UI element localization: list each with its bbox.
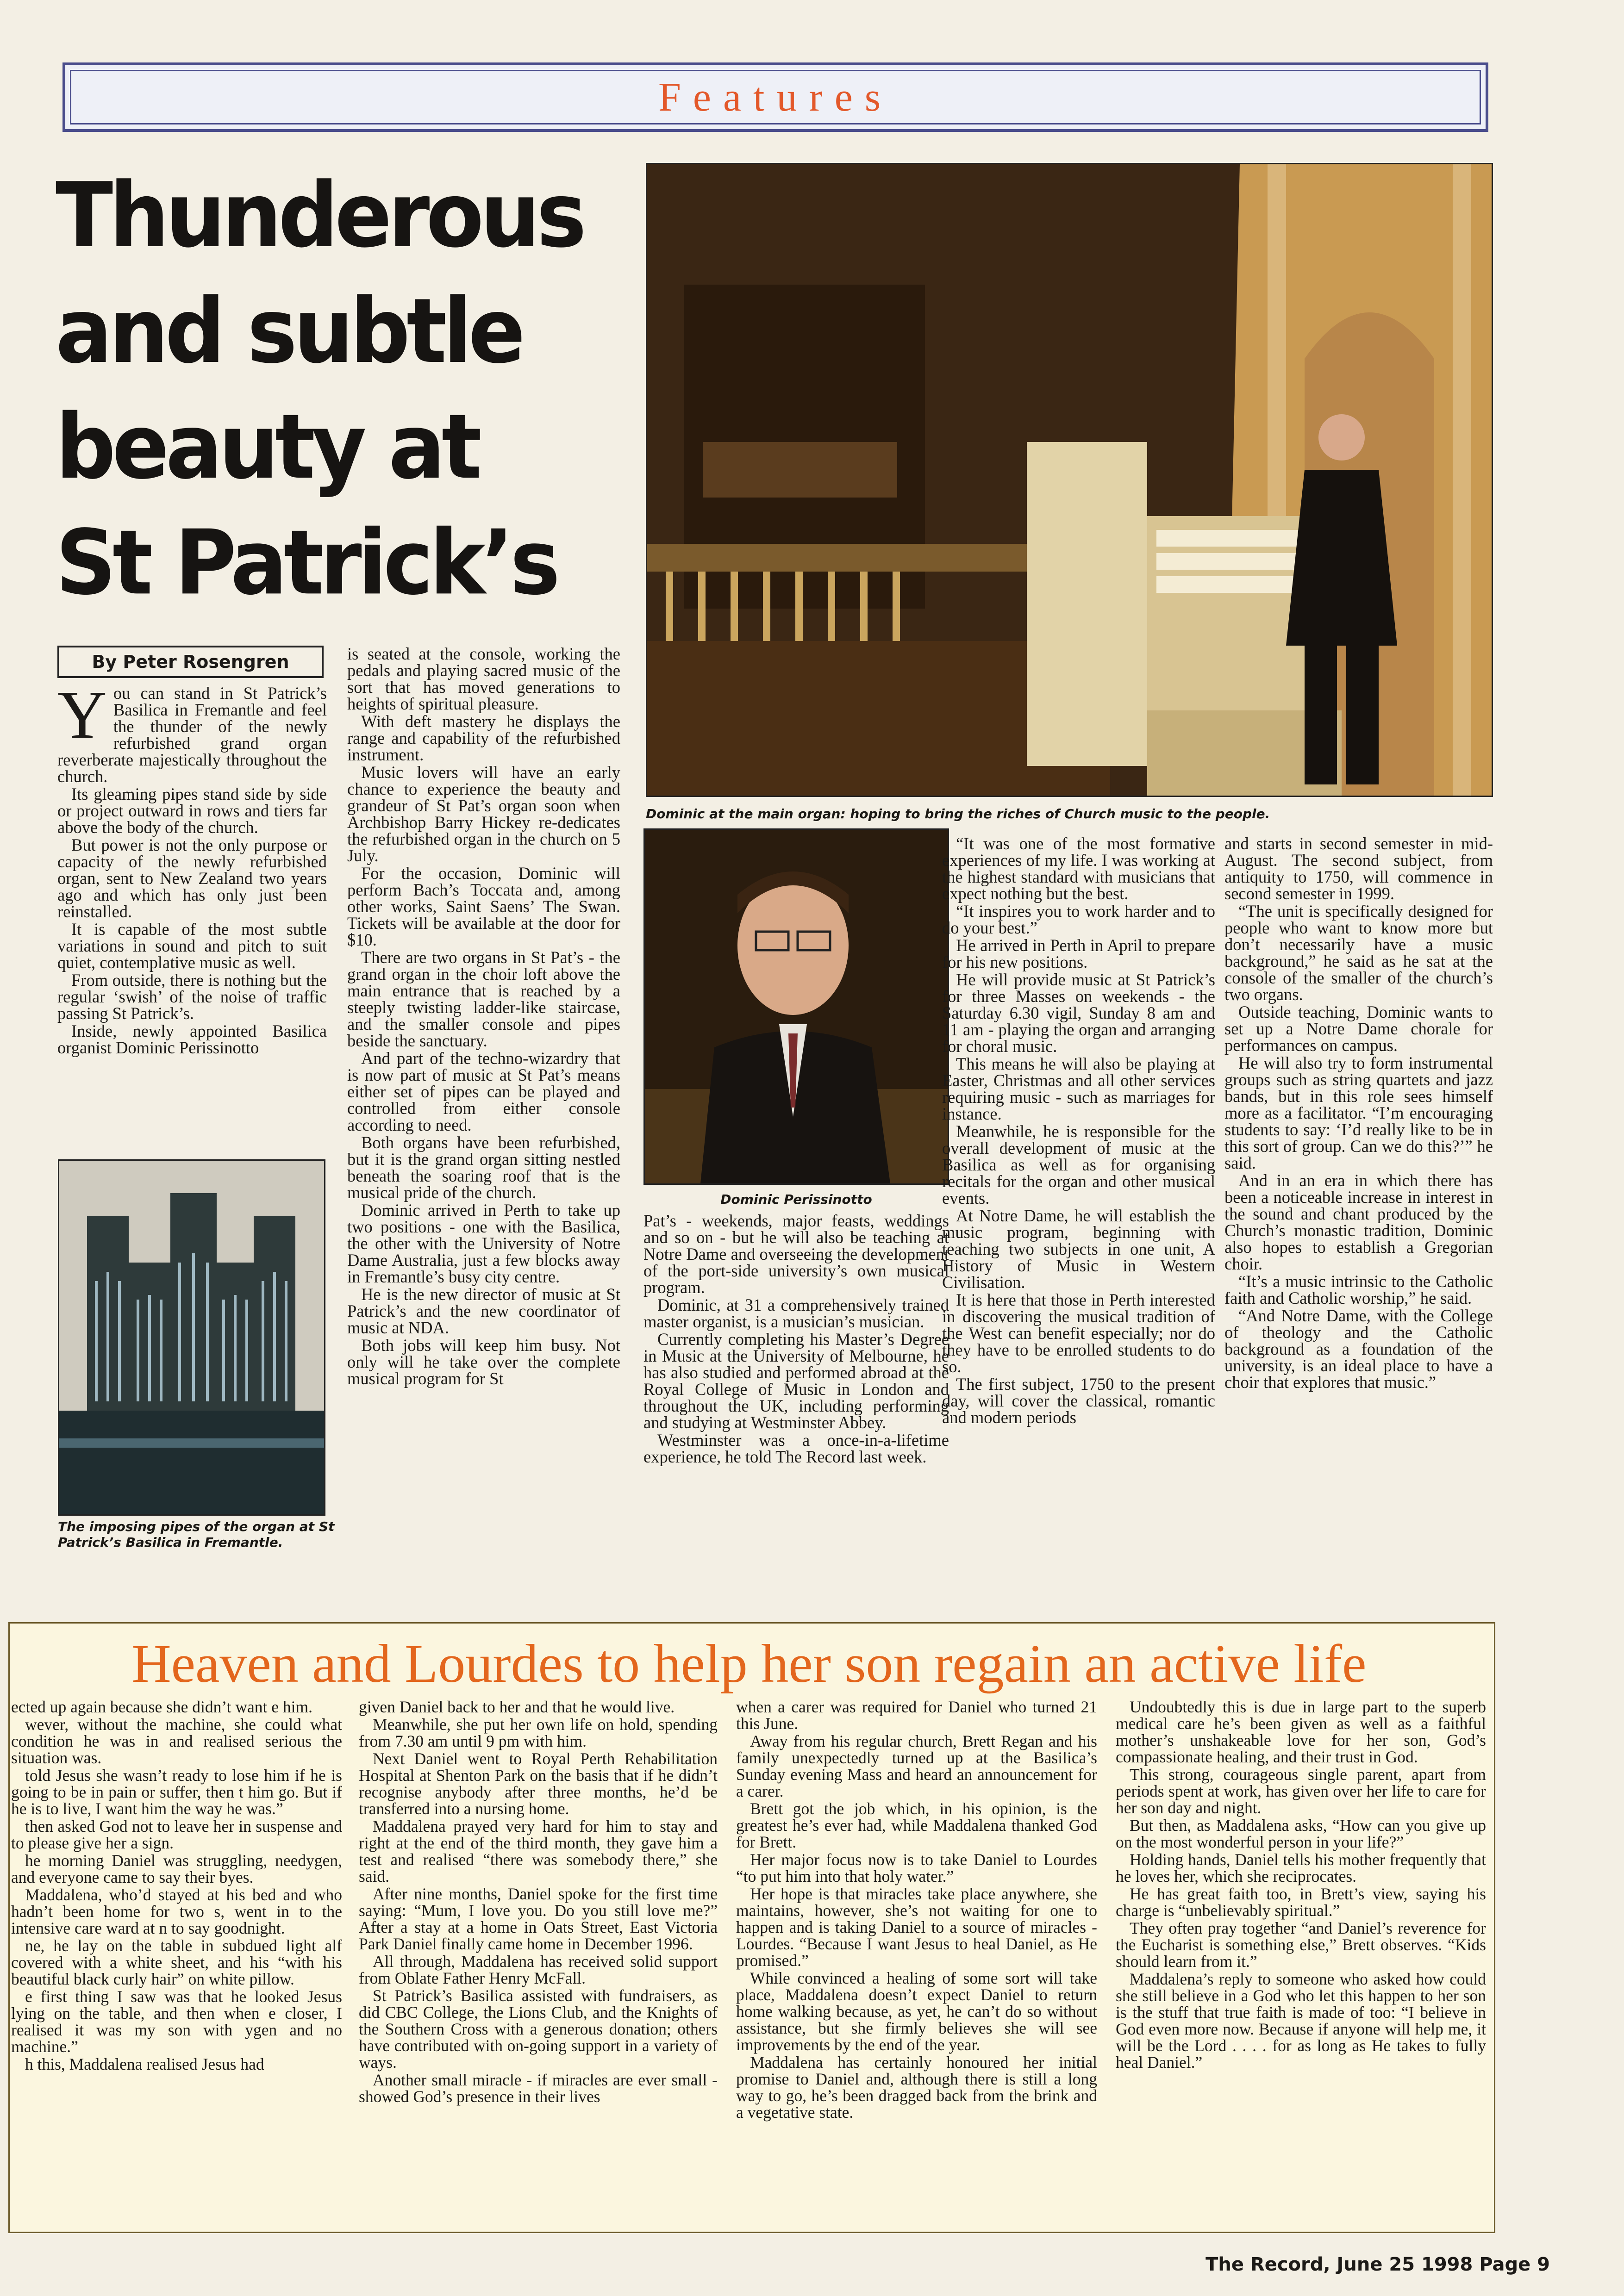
story-paragraph: For the occasion, Dominic will perform Bach’s Toccata and, among other works, Saint Saens’ The Swan. Tickets will be available at the door for $10.: [347, 864, 620, 949]
lower-paragraph: told Jesus she wasn’t ready to lose him if he is going to be in pain or suffer, then t him go. But if he is to live, I want him the way he was.”: [11, 1766, 342, 1818]
lower-paragraph: This strong, courageous single parent, apart from periods spent at work, has given over her life to care for her son day and night.: [1116, 1765, 1486, 1817]
lower-paragraph: Her major focus now is to take Daniel to Lourdes “to put him into that holy water.”: [736, 1850, 1097, 1885]
story-paragraph: He arrived in Perth in April to prepare for his new positions.: [942, 936, 1215, 971]
story-paragraph: Dominic arrived in Perth to take up two positions - one with the Basilica, the other with the University of Notre Dame Australia, just a few blocks away in Fremantle’s busy city centre.: [347, 1201, 620, 1286]
page-footer: The Record, June 25 1998 Page 9: [1206, 2254, 1550, 2275]
lower-paragraph: Away from his regular church, Brett Regan and his family unexpectedly turned up at the Basilica’s Sunday evening Mass and heard an announcement for a carer.: [736, 1732, 1097, 1800]
story-paragraph: Both jobs will keep him busy. Not only will he take over the complete musical program for St: [347, 1336, 620, 1388]
headline-line: beauty at: [56, 395, 478, 499]
lower-paragraph: Next Daniel went to Royal Perth Rehabilitation Hospital at Shenton Park on the basis that if he didn’t recognise anybody after three months, he’d be transferred into a nursing home.: [359, 1749, 718, 1818]
lower-paragraph: Maddalena has certainly honoured her initial promise to Daniel and, although there is still a long way to go, he’s been dragged back from the brink and a vegetative state.: [736, 2053, 1097, 2122]
lower-paragraph: given Daniel back to her and that he would live.: [359, 1698, 675, 1716]
lower-paragraph: He has great faith too, in Brett’s view, saying his charge is “unbelievably spiritual.”: [1116, 1885, 1486, 1920]
lower-paragraph: he morning Daniel was struggling, needygen, and everyone came to say their byes.: [11, 1851, 342, 1886]
story-paragraph: But power is not the only purpose or capacity of the newly refurbished organ, sent to New Zealand two years ago and which has only just been reinstalled.: [57, 835, 327, 921]
lower-column-4: [1116, 1699, 1486, 2072]
story-paragraph: The first subject, 1750 to the present day, will cover the classical, romantic and modern periods: [942, 1375, 1215, 1427]
headline-line: and subtle: [56, 279, 522, 383]
section-banner: [62, 62, 1488, 132]
story-paragraph: “The unit is specifically designed for people who want to know more but don’t necessarily have a music background,” he said as he sat at the console of the smaller of the church’s two organs.: [1224, 902, 1493, 1004]
portrait-caption: Dominic Perissinotto: [720, 1192, 872, 1207]
story-paragraph: He is the new director of music at St Patrick’s and the new coordinator of music at NDA.: [347, 1285, 620, 1337]
lower-paragraph: ne, he lay on the table in subdued light alf covered with a white sheet, and his “with his beautiful black curly hair” on white pillow.: [11, 1936, 342, 1988]
lower-paragraph: Brett got the job which, in his opinion, is the greatest he’s ever had, while Maddalena thanked God for Brett.: [736, 1799, 1097, 1851]
byline: By Peter Rosengren: [57, 646, 324, 678]
story-paragraph: This means he will also be playing at Easter, Christmas and all other services requiring music - such as marriages for instance.: [942, 1054, 1215, 1123]
lower-paragraph: But then, as Maddalena asks, “How can you give up on the most wonderful person in your life?”: [1116, 1816, 1486, 1851]
story-column-1: [57, 677, 327, 1057]
story-text: ou can stand in St Patrick’s Basilica in Fremantle and feel the thunder of the newly refurbished grand organ reverberate majestically throughout the church.: [57, 684, 327, 786]
headline: [56, 157, 625, 621]
lower-column-1: [11, 1699, 342, 2073]
story-paragraph: He will provide music at St Patrick’s for three Masses on weekends - the Saturday 6.30 vigil, Sunday 8 am and 11 am - playing the organ and arranging for choral music.: [942, 970, 1215, 1056]
lower-paragraph: e first thing I saw was that he looked Jesus lying on the table, and then when e closer, I realised it was my son with ygen and no machine.”: [11, 1987, 342, 2056]
section-banner-frame: [70, 70, 1481, 124]
lower-headline: Heaven and Lourdes to help her son regain an active life: [131, 1633, 1367, 1694]
story-paragraph: At Notre Dame, he will establish the music program, beginning with teaching two subjects in one unit, A History of Music in Western Civilisation.: [942, 1206, 1215, 1292]
main-organ-photo: [646, 163, 1493, 797]
story-paragraph: With deft mastery he displays the range and capability of the refurbished instrument.: [347, 712, 620, 764]
main-photo-caption: Dominic at the main organ: hoping to bring the riches of Church music to the people.: [646, 806, 1270, 821]
lower-paragraph: Holding hands, Daniel tells his mother frequently that he loves her, which she reciprocates.: [1116, 1850, 1486, 1885]
story-paragraph: [57, 677, 327, 786]
story-paragraph: And part of the techno-wizardry that is now part of music at St Pat’s means either set of pipes can be played and controlled from either console according to need.: [347, 1049, 620, 1134]
lower-paragraph: Maddalena, who’d stayed at his bed and who hadn’t been home for two s, went in to the intensive care ward at n to say goodnight.: [11, 1885, 342, 1937]
lower-paragraph: After nine months, Daniel spoke for the first time saying: “Mum, I love you. Do you still love me?” After a stay at a home in Oats Street, East Victoria Park Daniel finally came home in December 1996.: [359, 1885, 718, 1953]
portrait-art: [645, 830, 948, 1183]
lower-paragraph: h this, Maddalena realised Jesus had: [25, 2055, 264, 2073]
story-paragraph: From outside, there is nothing but the regular ‘swish’ of the noise of traffic passing St Patrick’s.: [57, 971, 327, 1023]
lower-paragraph: then asked God not to leave her in suspense and to please give her a sign.: [11, 1817, 342, 1852]
organ-pipes-art: [59, 1161, 324, 1514]
story-paragraph: Pat’s - weekends, major feasts, weddings and so on - but he will also be teaching at Notre Dame and overseeing the development of the port-side university’s own musical program.: [643, 1211, 949, 1297]
story-paragraph: Currently completing his Master’s Degree in Music at the University of Melbourne, he has also studied and performed abroad at the Royal College of Music in London and throughout the UK, including performing and studying at Westminster Abbey.: [643, 1330, 949, 1432]
lower-paragraph: wever, without the machine, she could what condition he was in and realised serious the situation was.: [11, 1715, 342, 1767]
headline-line: Thunderous: [56, 163, 583, 268]
story-paragraph: And in an era in which there has been a noticeable increase in interest in the sound and chant produced by the Church’s monastic tradition, Dominic also hopes to establish a Gregorian choir.: [1224, 1171, 1493, 1273]
main-organ-photo-art: [647, 164, 1492, 796]
lower-paragraph: Her hope is that miracles take place anywhere, she maintains, however, she’s not waiting for one to happen and is taking Daniel to a source of miracles - Lourdes. “Because I want Jesus to heal Daniel, as He promised.”: [736, 1885, 1097, 1970]
story-paragraph: Westminster was a once-in-a-lifetime experience, he told The Record last week.: [643, 1431, 949, 1466]
organ-pipes-photo: [58, 1159, 325, 1516]
story-paragraph: Meanwhile, he is responsible for the overall development of music at the Basilica as well as for organising recitals for the organ and other musical events.: [942, 1122, 1215, 1207]
lower-column-2: [359, 1699, 718, 2106]
drop-cap: Y: [57, 677, 107, 753]
lower-paragraph: Another small miracle - if miracles are ever small - showed God’s presence in their lives: [359, 2071, 718, 2106]
story-paragraph: Inside, newly appointed Basilica organist Dominic Perissinotto: [57, 1021, 327, 1057]
lower-paragraph: All through, Maddalena has received solid support from Oblate Father Henry McFall.: [359, 1952, 718, 1987]
story-paragraph: It is here that those in Perth interested in discovering the musical tradition of the West can benefit especially; nor do they have to be enrolled students to do so.: [942, 1290, 1215, 1376]
story-paragraph: Music lovers will have an early chance to experience the beauty and grandeur of St Pat’s organ soon when Archbishop Barry Hickey re-dedicates the refurbished organ in the church on 5 July.: [347, 763, 620, 865]
lower-paragraph: Maddalena’s reply to someone who asked how could she still believe in a God who let this happen to her son is the stuff that true faith is made of too: “I believe in God even more now. Because if anyone will help me, it will be the Lord . . . . for as long as He takes to fully heal Daniel.”: [1116, 1970, 1486, 2072]
story-column-4: [942, 835, 1215, 1427]
story-paragraph: and starts in second semester in mid-August. The second subject, from antiquity to 1750, will commence in second semester in 1999.: [1224, 834, 1493, 903]
story-paragraph: “It inspires you to work harder and to do your best.”: [942, 902, 1215, 937]
story-paragraph: “And Notre Dame, with the College of theology and the Catholic background as a foundation of the university, is an ideal place to have a choir that explores that music.”: [1224, 1306, 1493, 1392]
portrait-photo: [643, 828, 949, 1185]
organ-photo-caption: The imposing pipes of the organ at St Patrick’s Basilica in Fremantle.: [58, 1519, 335, 1550]
story-paragraph: He will also try to form instrumental groups such as string quartets and jazz bands, but in this role sees himself more as a facilitator. “I’m encouraging students to say: ‘I’d really like to be in this sort of group. Can we do this?’” he said.: [1224, 1053, 1493, 1172]
lower-paragraph: Meanwhile, she put her own life on hold, spending from 7.30 am until 9 pm with him.: [359, 1715, 718, 1750]
lower-paragraph: St Patrick’s Basilica assisted with fundraisers, as did CBC College, the Lions Club, and the Knights of the Southern Cross with a generous donation; others have contributed with on-going support in a variety of ways.: [359, 1986, 718, 2072]
lower-paragraph: While convinced a healing of some sort will take place, Maddalena doesn’t expect Daniel to return home walking because, as yet, he can’t do so without assistance, but she firmly believes she will see improvements by the end of the year.: [736, 1969, 1097, 2054]
lower-column-3: [736, 1699, 1097, 2122]
story-paragraph: Dominic, at 31 a comprehensively trained master organist, is a musician’s musician.: [643, 1295, 949, 1331]
lower-paragraph: when a carer was required for Daniel who turned 21 this June.: [736, 1698, 1097, 1733]
story-column-5: [1224, 835, 1493, 1392]
lower-paragraph: Undoubtedly this is due in large part to the superb medical care he’s been given as well as a faithful mother’s unshakeable love for her son, God’s compassionate healing, and their trust in God.: [1116, 1698, 1486, 1766]
story-column-3: [643, 1213, 949, 1466]
story-paragraph: “It was one of the most formative experiences of my life. I was working at the highest standard with musicians that expect nothing but the best.: [942, 834, 1215, 903]
headline-line: St Patrick’s: [56, 510, 557, 615]
story-paragraph: Both organs have been refurbished, but it is the grand organ sitting nestled beneath the soaring roof that is the musical pride of the church.: [347, 1133, 620, 1202]
story-column-2: [347, 646, 620, 1388]
lower-paragraph: ected up again because she didn’t want e him.: [11, 1698, 312, 1716]
story-paragraph: It is capable of the most subtle variations in sound and pitch to suit quiet, contemplative music as well.: [57, 920, 327, 972]
story-paragraph: “It’s a music intrinsic to the Catholic faith and Catholic worship,” he said.: [1224, 1272, 1493, 1307]
lower-paragraph: Maddalena prayed very hard for him to stay and right at the end of the third month, they gave him a test and realised “there was somebody there,” she said.: [359, 1817, 718, 1885]
story-paragraph: Its gleaming pipes stand side by side or project outward in rows and tiers far above the body of the church.: [57, 784, 327, 837]
lower-paragraph: They often pray together “and Daniel’s reverence for the Eucharist is something else,” Brett observes. “Kids should learn from it.”: [1116, 1919, 1486, 1971]
story-paragraph: There are two organs in St Pat’s - the grand organ in the choir loft above the main entrance that is reached by a steeply twisting ladder-like staircase, and the smaller console and pipes beside the sanctuary.: [347, 948, 620, 1050]
story-paragraph: is seated at the console, working the pedals and playing sacred music of the sort that has moved generations to heights of spiritual pleasure.: [347, 644, 620, 713]
section-title: Features: [658, 75, 893, 120]
story-paragraph: Outside teaching, Dominic wants to set up a Notre Dame chorale for performances on campus.: [1224, 1002, 1493, 1055]
